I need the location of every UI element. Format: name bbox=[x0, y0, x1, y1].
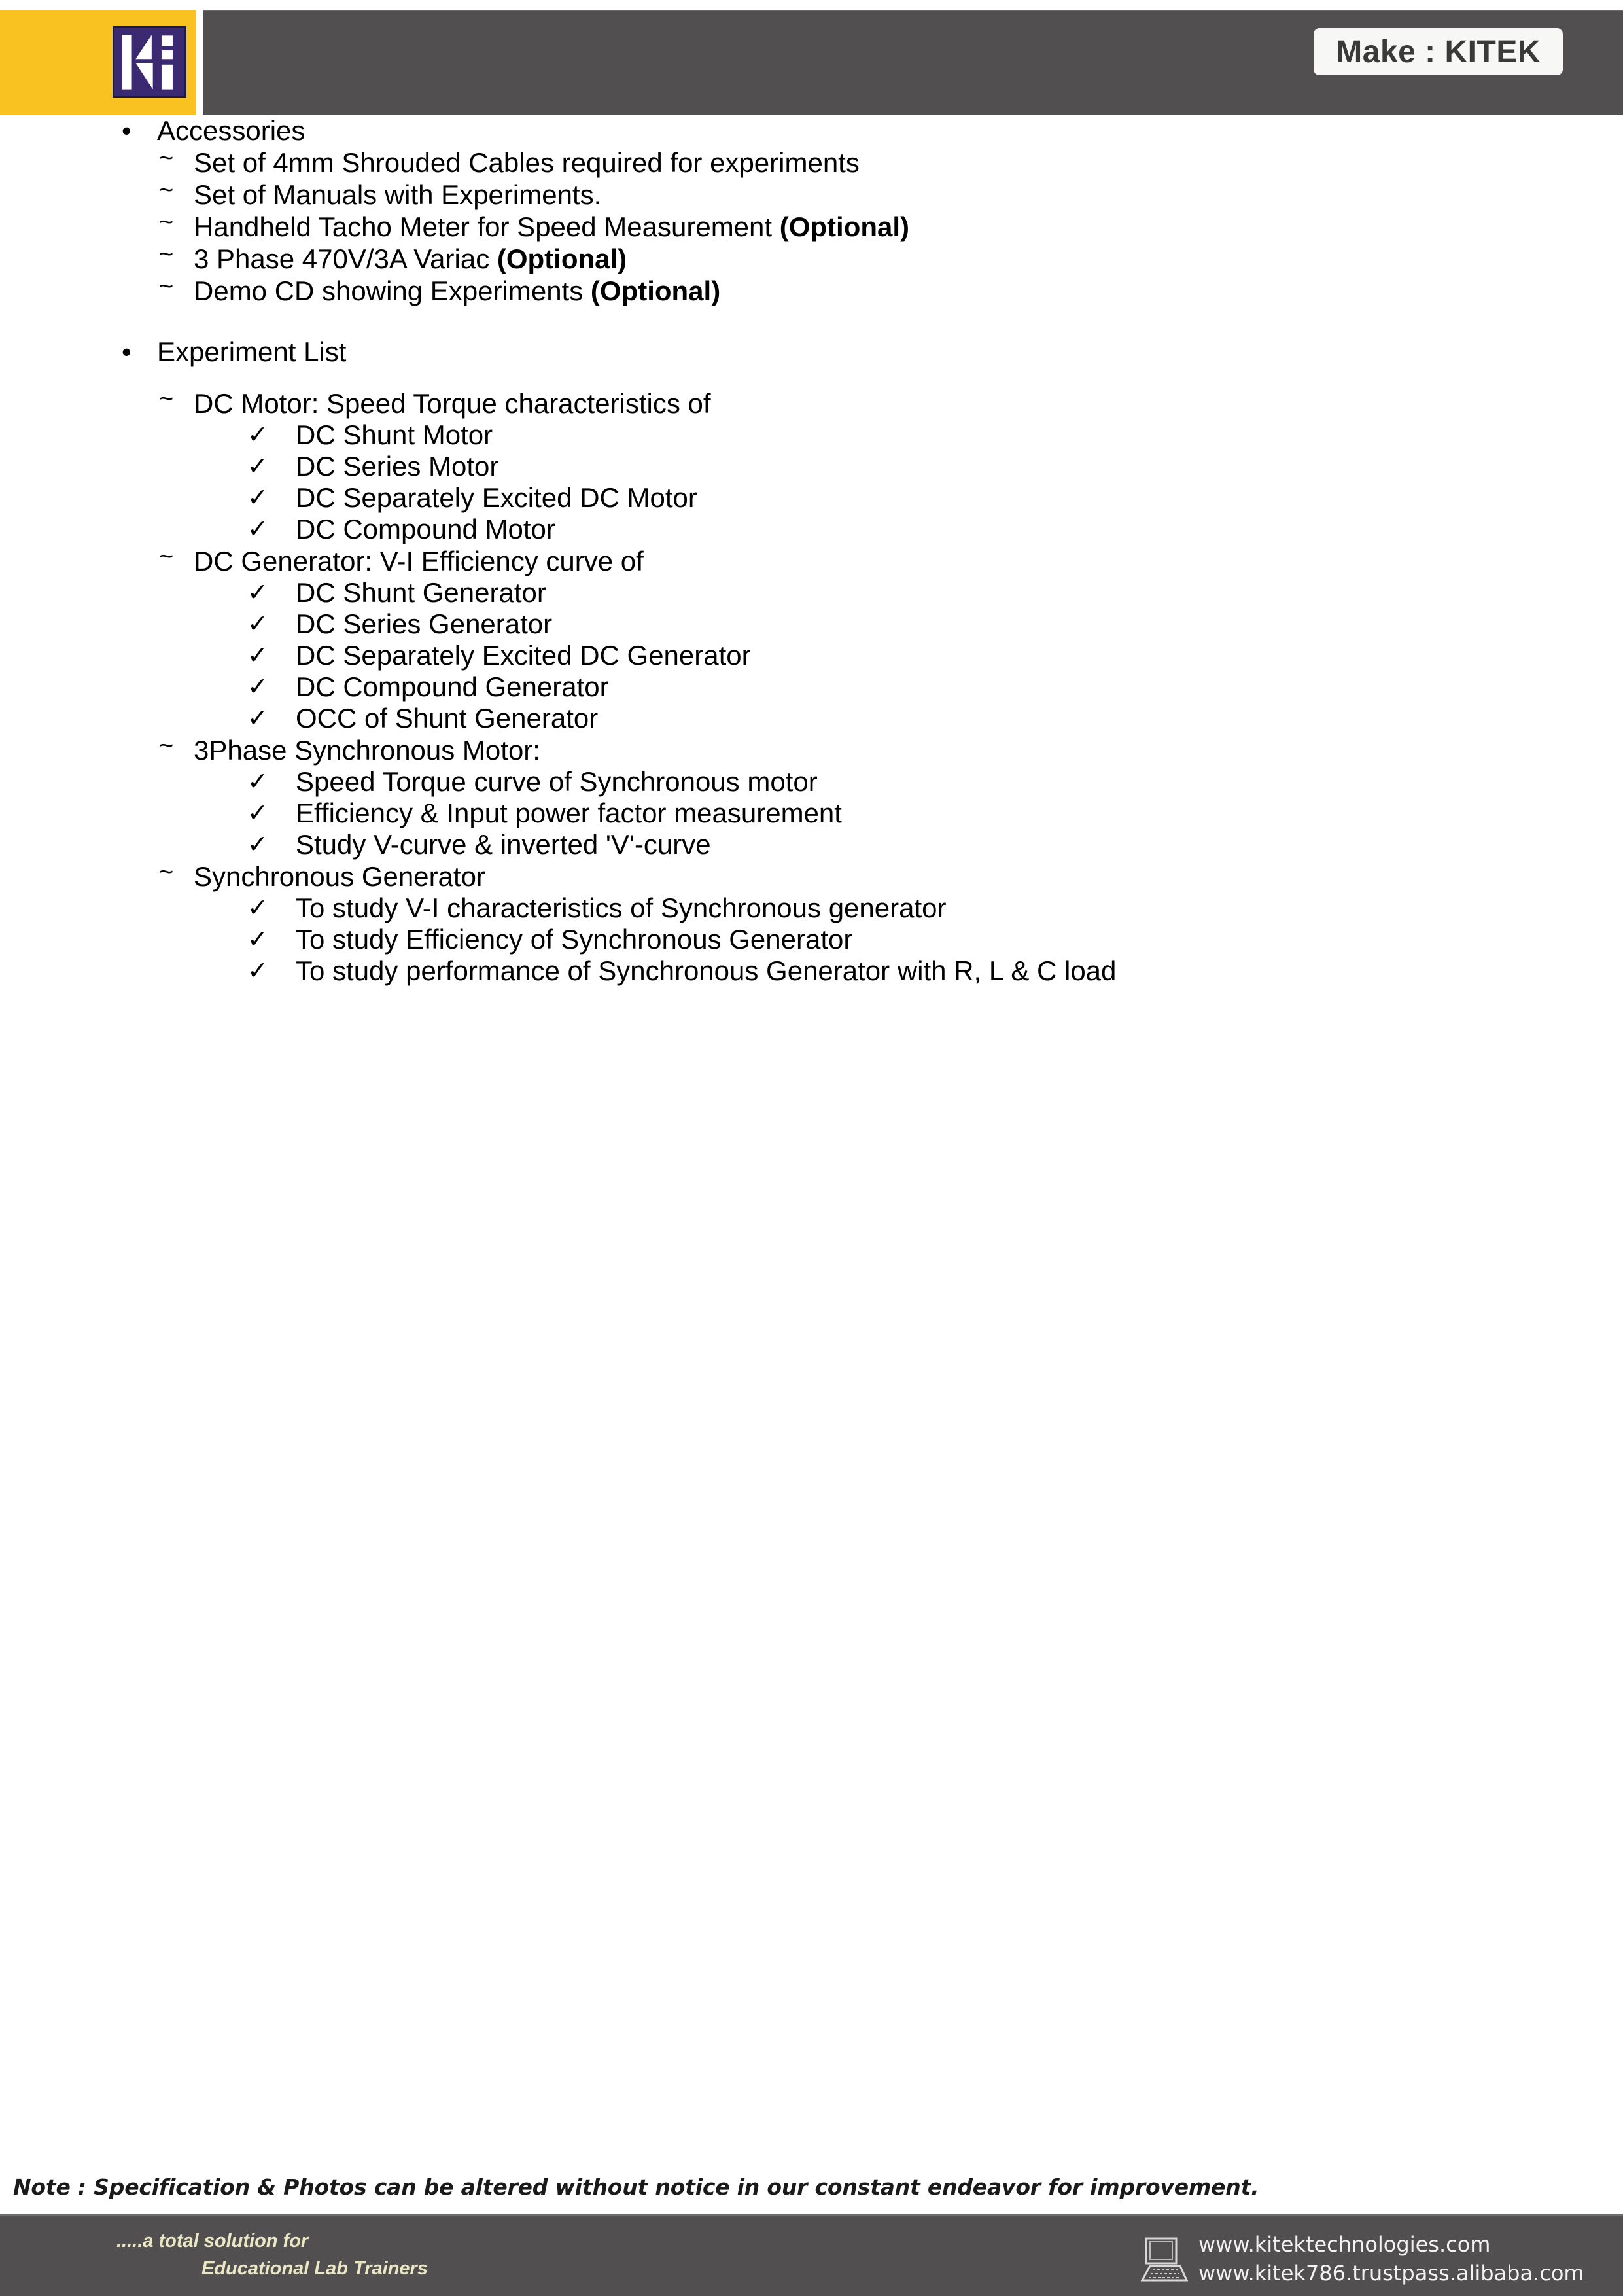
checklist-item bbox=[0, 671, 1623, 703]
footer-tagline-line2: Educational Lab Trainers bbox=[201, 2258, 428, 2279]
bullet-icon: • bbox=[122, 115, 131, 146]
checkmark-icon: ✓ bbox=[247, 768, 268, 796]
list-item-label: Set of 4mm Shrouded Cables required for experiments bbox=[194, 147, 860, 178]
footer-links bbox=[1138, 2230, 1584, 2287]
group-label: DC Motor: Speed Torque characteristics of bbox=[194, 388, 711, 419]
checklist-item bbox=[0, 577, 1623, 609]
experiment-group bbox=[0, 545, 1623, 734]
list-item bbox=[0, 243, 1623, 275]
checklist-item-label: DC Series Motor bbox=[296, 451, 499, 482]
checklist-item bbox=[0, 892, 1623, 924]
checklist-item-label: DC Compound Motor bbox=[296, 514, 555, 544]
section-heading-accessories bbox=[0, 115, 1623, 147]
tilde-bullet-icon: ~ bbox=[159, 858, 174, 886]
optional-tag: (Optional) bbox=[779, 211, 910, 242]
checklist-item-label: To study Efficiency of Synchronous Generator bbox=[296, 924, 853, 955]
group-label: Synchronous Generator bbox=[194, 861, 485, 892]
checklist-item-label: DC Shunt Motor bbox=[296, 419, 493, 450]
list-item bbox=[0, 275, 1623, 307]
group-label: DC Generator: V-I Efficiency curve of bbox=[194, 546, 644, 576]
footer-url-website[interactable]: www.kitektechnologies.com bbox=[1198, 2232, 1491, 2257]
list-item-label: Set of Manuals with Experiments. bbox=[194, 179, 602, 210]
checklist-item-label: OCC of Shunt Generator bbox=[296, 703, 599, 733]
list-item bbox=[0, 211, 1623, 243]
group-heading bbox=[0, 545, 1623, 577]
checklist-item bbox=[0, 924, 1623, 955]
group-heading bbox=[0, 734, 1623, 766]
checkmark-icon: ✓ bbox=[247, 642, 268, 669]
checklist-item-label: Study V-curve & inverted 'V'-curve bbox=[296, 829, 711, 860]
checkmark-icon: ✓ bbox=[247, 484, 268, 512]
group-heading bbox=[0, 387, 1623, 419]
tilde-bullet-icon: ~ bbox=[159, 732, 174, 760]
checklist-item-label: Speed Torque curve of Synchronous motor bbox=[296, 766, 818, 797]
checklist-item bbox=[0, 829, 1623, 860]
checkmark-icon: ✓ bbox=[247, 894, 268, 922]
tilde-bullet-icon: ~ bbox=[159, 177, 174, 204]
checklist-item bbox=[0, 514, 1623, 545]
tilde-bullet-icon: ~ bbox=[159, 209, 174, 236]
checklist-item-label: Efficiency & Input power factor measurement bbox=[296, 798, 842, 828]
footer-url-list bbox=[1198, 2230, 1584, 2287]
list-item-label: Handheld Tacho Meter for Speed Measurement bbox=[194, 211, 780, 242]
experiment-group bbox=[0, 860, 1623, 987]
list-item bbox=[0, 179, 1623, 211]
checklist-item bbox=[0, 955, 1623, 987]
section-accessories bbox=[0, 115, 1623, 307]
checkmark-icon: ✓ bbox=[247, 421, 268, 449]
checklist-item bbox=[0, 609, 1623, 640]
computer-icon bbox=[1138, 2233, 1189, 2284]
header-dark-bar bbox=[203, 10, 1623, 115]
tilde-bullet-icon: ~ bbox=[159, 385, 174, 413]
bullet-icon: • bbox=[122, 336, 131, 367]
tilde-bullet-icon: ~ bbox=[159, 543, 174, 571]
checkmark-icon: ✓ bbox=[247, 957, 268, 985]
checklist-item-label: DC Series Generator bbox=[296, 609, 553, 639]
group-spacer bbox=[0, 368, 1623, 387]
section-title: Accessories bbox=[157, 115, 305, 146]
checklist-item bbox=[0, 703, 1623, 734]
footer-tagline bbox=[116, 2227, 428, 2282]
group-label: 3Phase Synchronous Motor: bbox=[194, 735, 540, 766]
checklist-item-label: To study performance of Synchronous Generator with R, L & C load bbox=[296, 955, 1117, 986]
optional-tag: (Optional) bbox=[497, 243, 627, 274]
checkmark-icon: ✓ bbox=[247, 516, 268, 543]
list-item bbox=[0, 147, 1623, 179]
list-item-label: 3 Phase 470V/3A Variac bbox=[194, 243, 497, 274]
tilde-bullet-icon: ~ bbox=[159, 241, 174, 268]
tilde-bullet-icon: ~ bbox=[159, 145, 174, 172]
checkmark-icon: ✓ bbox=[247, 800, 268, 827]
section-spacer bbox=[0, 307, 1623, 336]
checklist-item-label: DC Compound Generator bbox=[296, 671, 609, 702]
optional-tag: (Optional) bbox=[590, 275, 721, 306]
page-header bbox=[0, 10, 1623, 115]
disclaimer-note: Note : Specification & Photos can be altered without notice in our constant endeavor for improvement. bbox=[13, 2174, 1259, 2200]
section-experiment-list bbox=[0, 336, 1623, 987]
checklist-item-label: DC Separately Excited DC Generator bbox=[296, 640, 751, 671]
experiment-group bbox=[0, 734, 1623, 860]
checkmark-icon: ✓ bbox=[247, 831, 268, 858]
checkmark-icon: ✓ bbox=[247, 926, 268, 953]
page-footer bbox=[0, 2214, 1623, 2296]
kitek-logo-icon bbox=[113, 26, 186, 98]
section-title: Experiment List bbox=[157, 336, 347, 367]
footer-tagline-line1: .....a total solution for bbox=[116, 2231, 309, 2252]
checkmark-icon: ✓ bbox=[247, 579, 268, 607]
make-kitek-badge: Make : KITEK bbox=[1314, 28, 1563, 75]
group-heading bbox=[0, 860, 1623, 892]
main-content bbox=[0, 115, 1623, 987]
checklist-item bbox=[0, 640, 1623, 671]
list-item-label: Demo CD showing Experiments bbox=[194, 275, 591, 306]
checkmark-icon: ✓ bbox=[247, 673, 268, 701]
checklist-item-label: To study V-I characteristics of Synchronous generator bbox=[296, 892, 947, 923]
checklist-item bbox=[0, 419, 1623, 451]
checklist-item bbox=[0, 451, 1623, 482]
experiment-group bbox=[0, 387, 1623, 545]
checklist-item bbox=[0, 798, 1623, 829]
checklist-item bbox=[0, 766, 1623, 798]
brand-logo-block bbox=[0, 10, 196, 115]
checklist-item-label: DC Shunt Generator bbox=[296, 577, 546, 608]
checkmark-icon: ✓ bbox=[247, 610, 268, 638]
tilde-bullet-icon: ~ bbox=[159, 273, 174, 300]
footer-url-alibaba[interactable]: www.kitek786.trustpass.alibaba.com bbox=[1198, 2261, 1584, 2286]
checkmark-icon: ✓ bbox=[247, 453, 268, 480]
checklist-item-label: DC Separately Excited DC Motor bbox=[296, 482, 697, 513]
checkmark-icon: ✓ bbox=[247, 705, 268, 732]
section-heading-experiment-list bbox=[0, 336, 1623, 368]
checklist-item bbox=[0, 482, 1623, 514]
